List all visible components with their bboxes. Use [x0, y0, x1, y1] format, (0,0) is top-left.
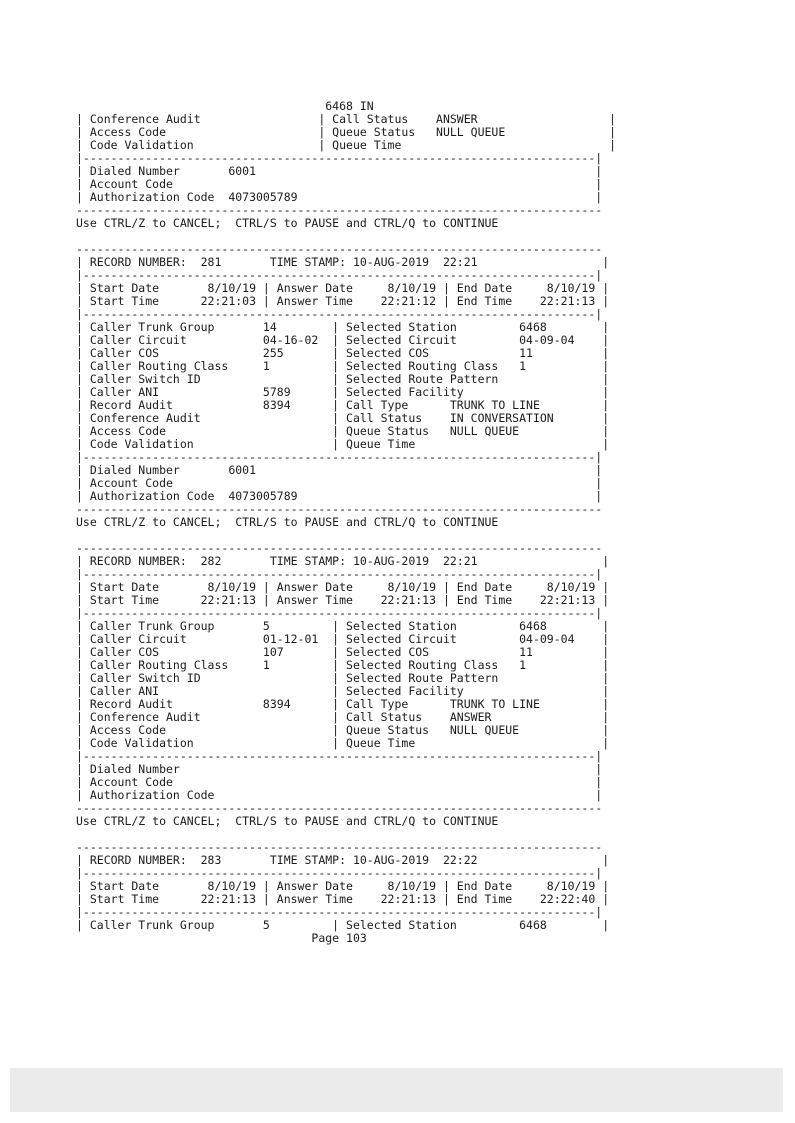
- doc-line: Use CTRL/Z to CANCEL; CTRL/S to PAUSE and CTRL/Q to CONTINUE: [76, 814, 499, 828]
- doc-line: | Caller Circuit 04-16-02 | Selected Circuit 04-09-04 |: [76, 333, 610, 347]
- call-record-printout: [76, 100, 756, 945]
- doc-line: Page 103: [76, 931, 367, 945]
- doc-line: | Authorization Code 4073005789 |: [76, 190, 603, 204]
- doc-line: | Caller Switch ID | Selected Route Pattern |: [76, 372, 610, 386]
- doc-line: | Code Validation | Queue Time |: [76, 138, 617, 152]
- doc-line: | Conference Audit | Call Status IN CONVERSATION |: [76, 411, 610, 425]
- doc-line: | Record Audit 8394 | Call Type TRUNK TO LINE |: [76, 697, 610, 711]
- doc-line: | Caller Trunk Group 5 | Selected Station 6468 |: [76, 918, 610, 932]
- doc-line: | Dialed Number 6001 |: [76, 164, 603, 178]
- doc-line: ----------------------------------------------------------------------------: [76, 840, 603, 854]
- doc-line: | Account Code |: [76, 177, 603, 191]
- scan-footer-strip: [10, 1068, 783, 1112]
- doc-line: | Caller Routing Class 1 | Selected Routing Class 1 |: [76, 658, 610, 672]
- doc-line: |--------------------------------------------------------------------------|: [76, 151, 603, 165]
- doc-line: | Caller ANI | Selected Facility |: [76, 684, 610, 698]
- doc-line: | Account Code |: [76, 775, 603, 789]
- doc-line: | Access Code | Queue Status NULL QUEUE |: [76, 723, 610, 737]
- doc-line: | Authorization Code 4073005789 |: [76, 489, 603, 503]
- doc-line: | RECORD NUMBER: 281 TIME STAMP: 10-AUG-2019 22:21 |: [76, 255, 610, 269]
- doc-line: | Record Audit 8394 | Call Type TRUNK TO LINE |: [76, 398, 610, 412]
- doc-line: | Authorization Code |: [76, 788, 603, 802]
- doc-line: | Conference Audit | Call Status ANSWER |: [76, 112, 617, 126]
- doc-line: | Account Code |: [76, 476, 603, 490]
- doc-line: |--------------------------------------------------------------------------|: [76, 450, 603, 464]
- doc-line: | Dialed Number 6001 |: [76, 463, 603, 477]
- doc-line: |--------------------------------------------------------------------------|: [76, 749, 603, 763]
- doc-line: | Caller COS 107 | Selected COS 11 |: [76, 645, 610, 659]
- doc-line: ----------------------------------------------------------------------------: [76, 203, 603, 217]
- doc-line: | Dialed Number |: [76, 762, 603, 776]
- doc-line: |--------------------------------------------------------------------------|: [76, 307, 603, 321]
- doc-line: |--------------------------------------------------------------------------|: [76, 866, 603, 880]
- doc-line: |--------------------------------------------------------------------------|: [76, 905, 603, 919]
- doc-line: | Start Time 22:21:13 | Answer Time 22:21:13 | End Time 22:21:13 |: [76, 593, 610, 607]
- doc-line: | Code Validation | Queue Time |: [76, 437, 610, 451]
- doc-line: | RECORD NUMBER: 283 TIME STAMP: 10-AUG-2019 22:22 |: [76, 853, 610, 867]
- doc-line: | Access Code | Queue Status NULL QUEUE |: [76, 125, 617, 139]
- doc-line: | Access Code | Queue Status NULL QUEUE |: [76, 424, 610, 438]
- doc-line: 6468 IN: [76, 99, 374, 113]
- doc-line: | Start Time 22:21:13 | Answer Time 22:21:13 | End Time 22:22:40 |: [76, 892, 610, 906]
- doc-line: ----------------------------------------------------------------------------: [76, 541, 603, 555]
- doc-line: | Start Date 8/10/19 | Answer Date 8/10/19 | End Date 8/10/19 |: [76, 879, 610, 893]
- doc-line: | Caller ANI 5789 | Selected Facility |: [76, 385, 610, 399]
- doc-line: |--------------------------------------------------------------------------|: [76, 268, 603, 282]
- doc-line: | Caller Trunk Group 14 | Selected Station 6468 |: [76, 320, 610, 334]
- doc-line: | Conference Audit | Call Status ANSWER |: [76, 710, 610, 724]
- doc-line: ----------------------------------------------------------------------------: [76, 801, 603, 815]
- doc-line: | Caller COS 255 | Selected COS 11 |: [76, 346, 610, 360]
- doc-line: | Start Time 22:21:03 | Answer Time 22:21:12 | End Time 22:21:13 |: [76, 294, 610, 308]
- doc-line: | Caller Circuit 01-12-01 | Selected Circuit 04-09-04 |: [76, 632, 610, 646]
- doc-line: |--------------------------------------------------------------------------|: [76, 606, 603, 620]
- doc-line: | Caller Routing Class 1 | Selected Routing Class 1 |: [76, 359, 610, 373]
- doc-line: | Caller Trunk Group 5 | Selected Station 6468 |: [76, 619, 610, 633]
- doc-line: | Code Validation | Queue Time |: [76, 736, 610, 750]
- document-page: [76, 100, 756, 945]
- doc-line: | RECORD NUMBER: 282 TIME STAMP: 10-AUG-2019 22:21 |: [76, 554, 610, 568]
- doc-line: ----------------------------------------------------------------------------: [76, 502, 603, 516]
- doc-line: Use CTRL/Z to CANCEL; CTRL/S to PAUSE and CTRL/Q to CONTINUE: [76, 515, 499, 529]
- doc-line: | Start Date 8/10/19 | Answer Date 8/10/19 | End Date 8/10/19 |: [76, 580, 610, 594]
- doc-line: | Start Date 8/10/19 | Answer Date 8/10/19 | End Date 8/10/19 |: [76, 281, 610, 295]
- doc-line: | Caller Switch ID | Selected Route Pattern |: [76, 671, 610, 685]
- doc-line: |--------------------------------------------------------------------------|: [76, 567, 603, 581]
- doc-line: Use CTRL/Z to CANCEL; CTRL/S to PAUSE and CTRL/Q to CONTINUE: [76, 216, 499, 230]
- doc-line: ----------------------------------------------------------------------------: [76, 242, 603, 256]
